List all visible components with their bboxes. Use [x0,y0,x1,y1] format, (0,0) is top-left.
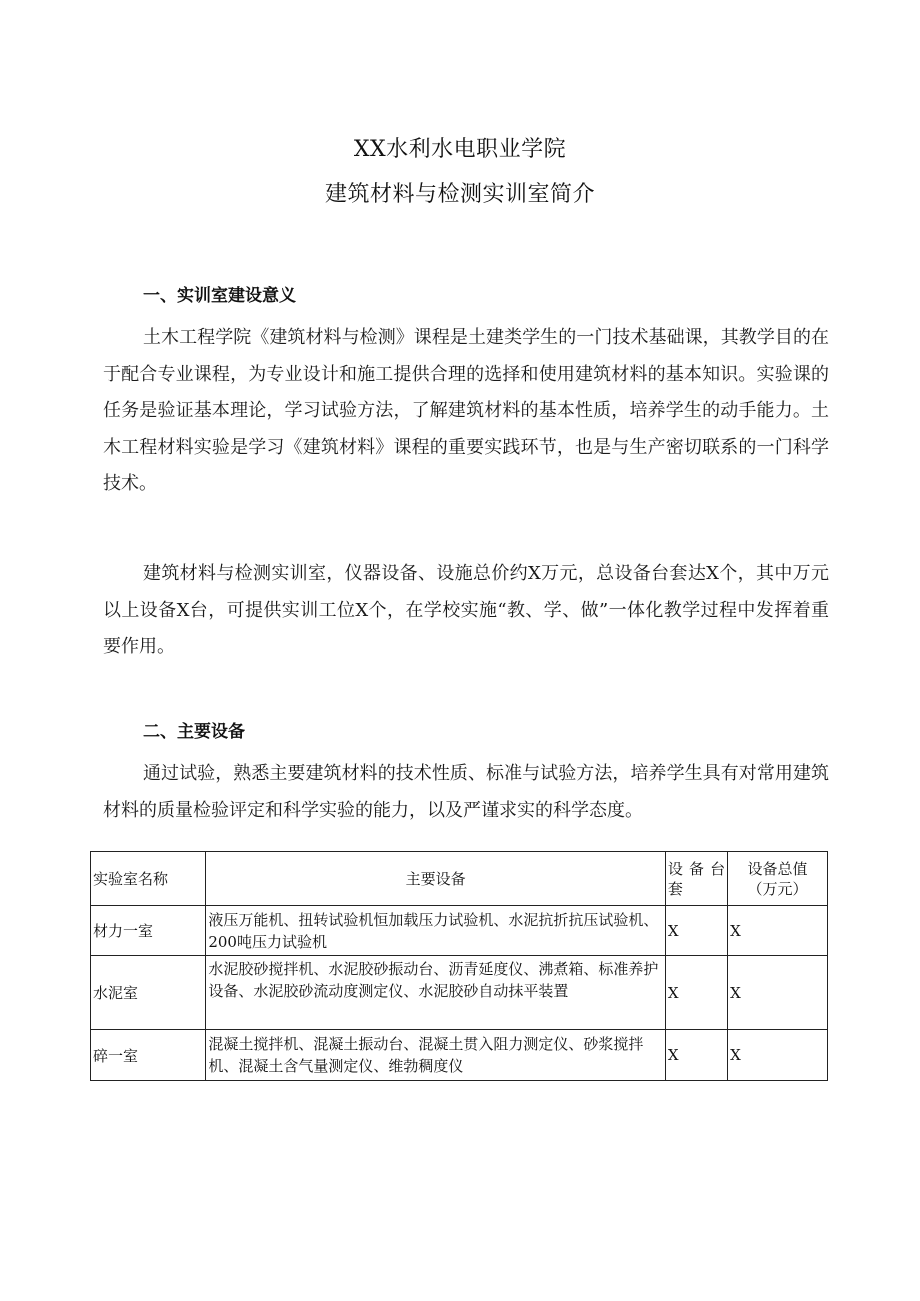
header-value-line2: （万元） [747,879,808,898]
header-equipment: 主要设备 [206,852,666,906]
paragraph-equipment-intro: 通过试验，熟悉主要建筑材料的技术性质、标准与试验方法，培养学生具有对常用建筑材料的质量检验评定和科学实验的能力，以及严谨求实的科学态度。 [103,763,829,821]
table-row [91,906,828,956]
cell-count: X [665,956,727,1030]
paragraph-course-intro: 土木工程学院《建筑材料与检测》课程是土建类学生的一门技术基础课，其教学目的在于配合专业课程，为专业设计和施工提供合理的选择和使用建筑材料的基本知识。实验课的任务是验证基本理论，学习试验方法，了解建筑材料的基本性质，培养学生的动手能力。土木工程材料实验是学习《建筑材料》课程的重要实践环节，也是与生产密切联系的一门科学技术。 [103,327,829,494]
table-header-row [91,852,828,906]
cell-lab-name: 水泥室 [91,956,206,1030]
equipment-table [90,851,828,1081]
cell-equipment: 水泥胶砂搅拌机、水泥胶砂振动台、沥青延度仪、沸煮箱、标准养护设备、水泥胶砂流动度测定仪、水泥胶砂自动抹平装置 [206,956,666,1030]
cell-value: X [728,1030,828,1081]
cell-lab-name: 碎一室 [91,1030,206,1081]
cell-equipment: 液压万能机、扭转试验机恒加载压力试验机、水泥抗折抗压试验机、200吨压力试验机 [206,906,666,956]
cell-value: X [728,906,828,956]
document-title: XX水利水电职业学院 [353,137,567,162]
cell-count: X [665,906,727,956]
header-equipment-count: 设备台套 [665,852,727,906]
paragraph-lab-overview: 建筑材料与检测实训室，仪器设备、设施总价约X万元，总设备台套达X个，其中万元以上设备X台，可提供实训工位X个，在学校实施“教、学、做”一体化教学过程中发挥着重要作用。 [103,563,830,657]
section-heading-equipment: 二、主要设备 [143,722,245,742]
cell-value: X [728,956,828,1030]
header-value-line1: 设备总值 [747,859,808,878]
cell-count: X [665,1030,727,1081]
document-subtitle: 建筑材料与检测实训室简介 [324,182,595,207]
header-equipment-value [728,852,828,906]
cell-lab-name: 材力一室 [91,906,206,956]
header-lab-name: 实验室名称 [91,852,206,906]
table-row [91,1030,828,1081]
cell-equipment: 混凝土搅拌机、混凝土振动台、混凝土贯入阻力测定仪、砂浆搅拌机、混凝土含气量测定仪、维勃稠度仪 [206,1030,666,1081]
section-heading-significance: 一、实训室建设意义 [143,286,296,306]
table-row [91,956,828,1030]
